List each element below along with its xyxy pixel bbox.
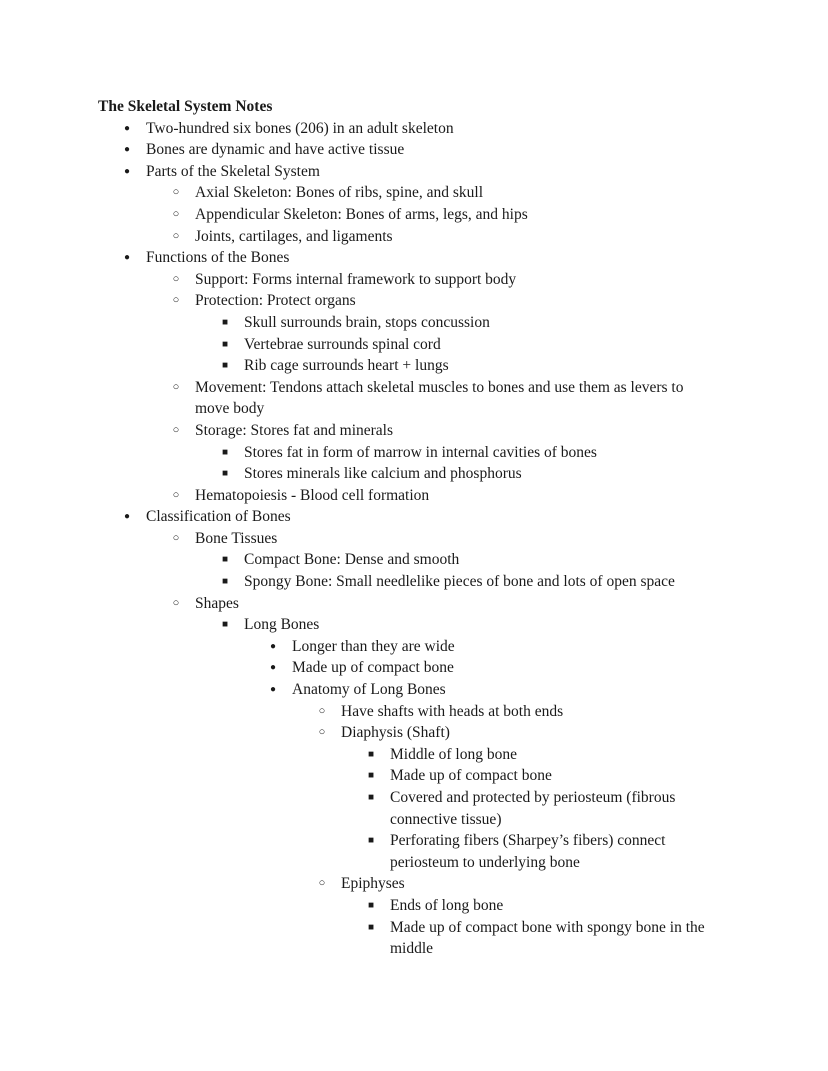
outline-item-text: Stores minerals like calcium and phosphorus [244, 465, 522, 483]
disc-bullet-icon [266, 657, 280, 679]
outline-item-level-3 [98, 334, 738, 356]
circle-bullet-icon [169, 377, 183, 399]
circle-bullet-icon [169, 204, 183, 226]
square-bullet-icon [364, 765, 378, 787]
disc-bullet-icon [120, 247, 134, 269]
disc-bullet-icon [120, 161, 134, 183]
outline-item-level-5 [98, 701, 738, 723]
outline-item-text: Middle of long bone [390, 745, 517, 763]
notes-outline [98, 118, 738, 960]
outline-item-text: Functions of the Bones [146, 249, 290, 267]
outline-item-text: Rib cage surrounds heart + lungs [244, 357, 449, 375]
outline-item-text: Parts of the Skeletal System [146, 162, 320, 180]
outline-item-level-4 [98, 679, 738, 701]
square-bullet-icon [364, 744, 378, 766]
outline-item-text: Long Bones [244, 616, 320, 634]
outline-item-text: Vertebrae surrounds spinal cord [244, 335, 441, 353]
disc-bullet-icon [266, 636, 280, 658]
outline-item-level-4 [98, 636, 738, 658]
disc-bullet-icon [120, 139, 134, 161]
outline-item-text: Movement: Tendons attach skeletal muscles to bones and use them as levers to move body [195, 378, 684, 418]
square-bullet-icon [218, 463, 232, 485]
outline-item-text: Shapes [195, 594, 239, 612]
outline-item-level-2 [98, 377, 738, 420]
outline-item-text: Bone Tissues [195, 529, 278, 547]
outline-item-level-1 [98, 118, 738, 140]
circle-bullet-icon [315, 701, 329, 723]
outline-item-text: Support: Forms internal framework to support body [195, 270, 517, 288]
square-bullet-icon [364, 895, 378, 917]
outline-item-text: Stores fat in form of marrow in internal cavities of bones [244, 443, 597, 461]
outline-item-level-3 [98, 549, 738, 571]
outline-item-text: Skull surrounds brain, stops concussion [244, 313, 490, 331]
disc-bullet-icon [266, 679, 280, 701]
circle-bullet-icon [169, 485, 183, 507]
circle-bullet-icon [169, 182, 183, 204]
disc-bullet-icon [120, 506, 134, 528]
square-bullet-icon [364, 787, 378, 809]
outline-item-text: Joints, cartilages, and ligaments [195, 227, 393, 245]
outline-item-text: Protection: Protect organs [195, 292, 356, 310]
outline-item-text: Covered and protected by periosteum (fibrous connective tissue) [390, 789, 676, 828]
outline-item-text: Perforating fibers (Sharpey’s fibers) connect periosteum to underlying bone [390, 832, 666, 871]
square-bullet-icon [218, 614, 232, 636]
outline-item-text: Longer than they are wide [292, 637, 455, 655]
outline-item-level-1 [98, 506, 738, 528]
outline-item-text: Epiphyses [341, 875, 405, 893]
outline-item-text: Anatomy of Long Bones [292, 681, 446, 699]
circle-bullet-icon [169, 226, 183, 248]
outline-item-level-5 [98, 722, 738, 744]
outline-item-level-6 [98, 895, 738, 917]
outline-item-level-6 [98, 830, 738, 873]
outline-item-text: Two-hundred six bones (206) in an adult skeleton [146, 119, 454, 137]
outline-item-text: Made up of compact bone [292, 659, 454, 677]
outline-item-level-3 [98, 355, 738, 377]
outline-item-level-1 [98, 161, 738, 183]
outline-item-level-6 [98, 744, 738, 766]
circle-bullet-icon [169, 290, 183, 312]
outline-item-level-6 [98, 917, 738, 960]
outline-item-level-2 [98, 269, 738, 291]
square-bullet-icon [218, 312, 232, 334]
outline-item-level-3 [98, 614, 738, 636]
outline-item-level-3 [98, 463, 738, 485]
disc-bullet-icon [120, 118, 134, 140]
circle-bullet-icon [169, 528, 183, 550]
document-page [98, 96, 738, 960]
outline-item-level-3 [98, 442, 738, 464]
outline-item-text: Ends of long bone [390, 896, 504, 914]
outline-item-text: Axial Skeleton: Bones of ribs, spine, and skull [195, 184, 484, 202]
square-bullet-icon [218, 571, 232, 593]
outline-item-text: Compact Bone: Dense and smooth [244, 551, 460, 569]
square-bullet-icon [218, 355, 232, 377]
square-bullet-icon [218, 334, 232, 356]
outline-item-level-2 [98, 593, 738, 615]
outline-item-level-2 [98, 182, 738, 204]
outline-item-text: Bones are dynamic and have active tissue [146, 141, 405, 159]
outline-item-text: Classification of Bones [146, 508, 291, 526]
outline-item-text: Appendicular Skeleton: Bones of arms, legs, and hips [195, 205, 528, 223]
outline-item-text: Made up of compact bone [390, 767, 552, 785]
square-bullet-icon [364, 830, 378, 852]
outline-item-text: Hematopoiesis - Blood cell formation [195, 486, 430, 504]
outline-item-text: Have shafts with heads at both ends [341, 702, 564, 720]
outline-item-level-5 [98, 873, 738, 895]
document-title: The Skeletal System Notes [98, 98, 273, 115]
outline-item-text: Spongy Bone: Small needlelike pieces of bone and lots of open space [244, 573, 675, 591]
outline-item-level-4 [98, 657, 738, 679]
square-bullet-icon [218, 442, 232, 464]
square-bullet-icon [364, 917, 378, 939]
outline-item-text: Diaphysis (Shaft) [341, 724, 450, 742]
circle-bullet-icon [169, 420, 183, 442]
circle-bullet-icon [169, 593, 183, 615]
outline-item-level-2 [98, 290, 738, 312]
circle-bullet-icon [315, 873, 329, 895]
outline-item-level-6 [98, 765, 738, 787]
circle-bullet-icon [315, 722, 329, 744]
outline-item-level-1 [98, 139, 738, 161]
outline-item-level-2 [98, 485, 738, 507]
outline-item-text: Storage: Stores fat and minerals [195, 421, 394, 439]
square-bullet-icon [218, 549, 232, 571]
circle-bullet-icon [169, 269, 183, 291]
outline-item-level-3 [98, 312, 738, 334]
outline-item-level-2 [98, 528, 738, 550]
outline-item-level-3 [98, 571, 738, 593]
outline-item-level-6 [98, 787, 738, 830]
outline-item-level-2 [98, 420, 738, 442]
outline-item-level-1 [98, 247, 738, 269]
outline-item-level-2 [98, 204, 738, 226]
outline-item-level-2 [98, 226, 738, 248]
outline-item-text: Made up of compact bone with spongy bone in the middle [390, 918, 705, 958]
